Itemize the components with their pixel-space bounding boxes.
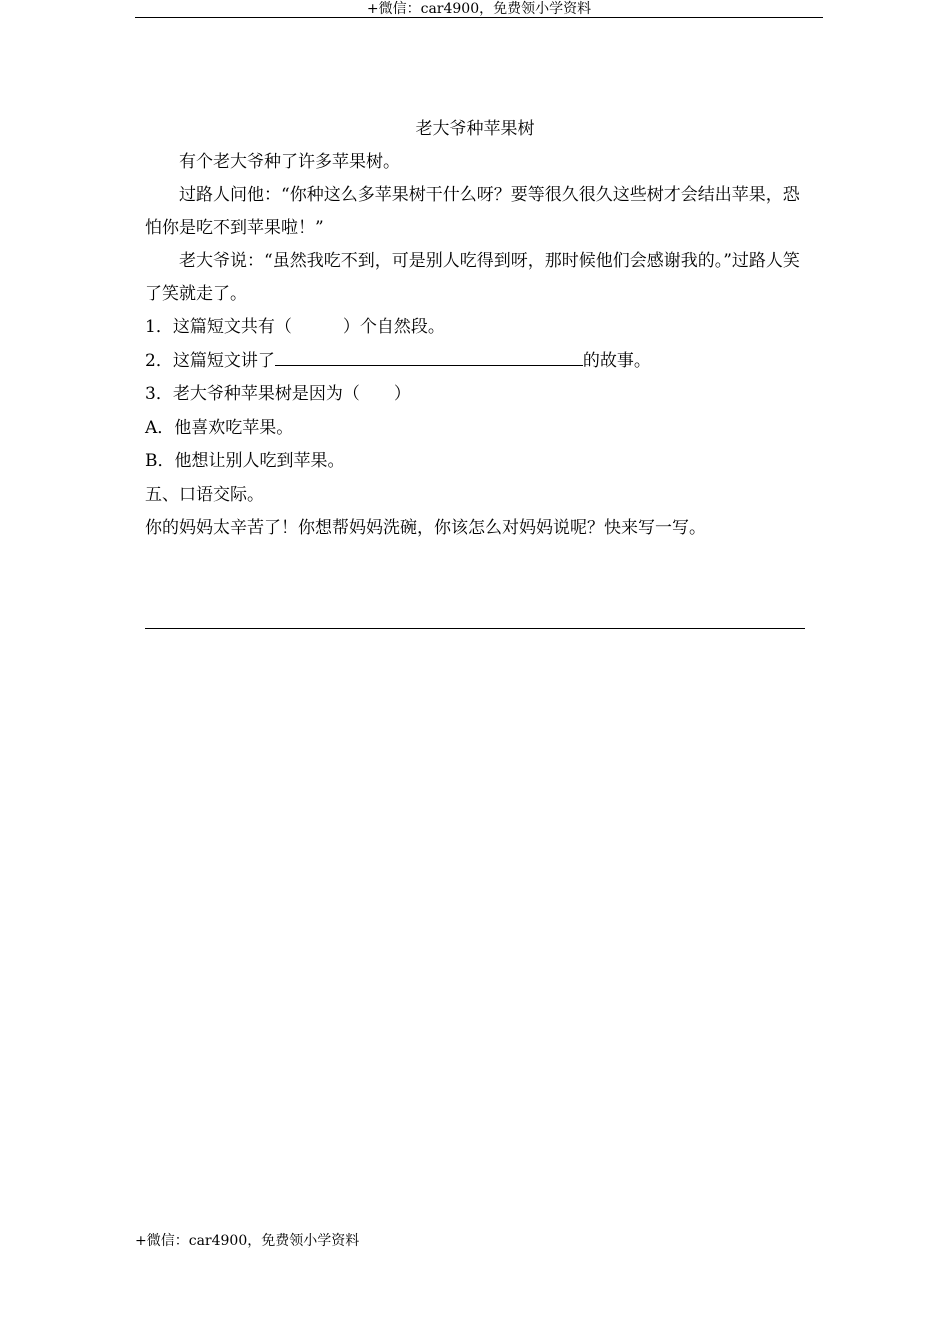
section-5-prompt: 你的妈妈太辛苦了！你想帮妈妈洗碗，你该怎么对妈妈说呢？快来写一写。 [145,518,706,538]
story-title: 老大爷种苹果树 [415,119,535,139]
page-footer: +微信：car4900，免费领小学资料 [135,1233,360,1249]
header-rule [135,17,823,18]
story-paragraph-2: 过路人问他：“你种这么多苹果树干什么呀？要等很久很久这些树才会结出苹果，恐怕你是吃不到苹果啦！” [145,185,800,238]
story-paragraph-3: 老大爷说：“虽然我吃不到，可是别人吃得到呀，那时候他们会感谢我的。”过路人笑了笑就走了。 [145,251,800,304]
question-1: 1．这篇短文共有（ ）个自然段。 [145,317,445,337]
question-2-prefix: 2．这篇短文讲了 [145,350,275,371]
option-b: B．他想让别人吃到苹果。 [145,451,345,471]
answer-writing-line[interactable] [145,628,805,629]
page-header: +微信：car4900，免费领小学资料 [366,1,592,17]
question-2-suffix: 的故事。 [582,350,651,371]
story-paragraph-1: 有个老大爷种了许多苹果树。 [179,152,400,172]
section-5-heading: 五、口语交际。 [145,484,264,505]
option-a: A．他喜欢吃苹果。 [145,417,294,438]
question-2 [145,345,809,379]
worksheet-content [145,146,809,546]
answer-blank[interactable] [275,349,583,366]
question-3: 3．老大爷种苹果树是因为（ ） [145,384,411,404]
